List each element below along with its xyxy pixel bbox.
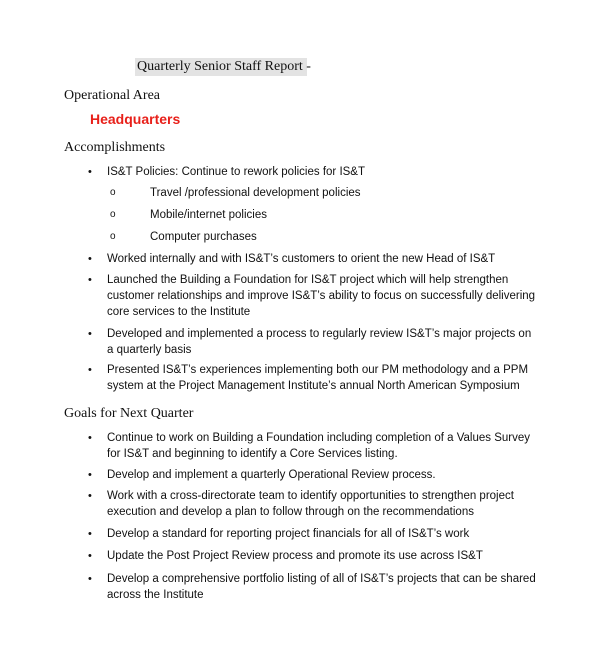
- sub-bullet-icon: o: [110, 231, 116, 242]
- accomplishment-item: Launched the Building a Foundation for IS&T project which will help strengthen customer relationships and improve IS&T’s ability to focus on successfully delivering core services to the Institute: [107, 274, 536, 318]
- goal-item: Update the Post Project Review process and promote its use across IS&T: [107, 550, 483, 562]
- bullet-icon: •: [88, 274, 92, 286]
- accomplishment-item: IS&T Policies: Continue to rework policies for IS&T: [107, 166, 366, 178]
- goal-item: Develop and implement a quarterly Operational Review process.: [107, 469, 436, 481]
- bullet-icon: •: [88, 432, 92, 444]
- accomplishment-item: Worked internally and with IS&T’s customers to orient the new Head of IS&T: [107, 253, 496, 265]
- bullet-icon: •: [88, 469, 92, 481]
- report-title: Quarterly Senior Staff Report -: [137, 59, 311, 74]
- bullet-icon: •: [88, 253, 92, 265]
- goal-item: Work with a cross-directorate team to identify opportunities to strengthen project execution and develop a plan to follow through on the recommendations: [107, 490, 514, 518]
- bullet-icon: •: [88, 490, 92, 502]
- operational-area-value: Headquarters: [90, 111, 181, 127]
- operational-area-heading: Operational Area: [64, 88, 161, 103]
- goal-item: Develop a comprehensive portfolio listing of all of IS&T’s projects that can be shared across the Institute: [107, 573, 536, 601]
- bullet-icon: •: [88, 550, 92, 562]
- goals-heading: Goals for Next Quarter: [64, 406, 194, 421]
- sub-bullet-icon: o: [110, 209, 116, 220]
- bullet-icon: •: [88, 364, 92, 376]
- accomplishment-item: Developed and implemented a process to regularly review IS&T’s major projects on a quarterly basis: [107, 328, 532, 356]
- accomplishment-item: Presented IS&T’s experiences implementing both our PM methodology and a PPM system at the Project Management Institute’s annual North American Symposium: [107, 364, 529, 392]
- accomplishment-subitem: Mobile/internet policies: [150, 209, 267, 221]
- bullet-icon: •: [88, 573, 92, 585]
- bullet-icon: •: [88, 328, 92, 340]
- accomplishment-subitem: Computer purchases: [150, 231, 257, 243]
- accomplishment-subitem: Travel /professional development policies: [150, 187, 361, 199]
- accomplishments-heading: Accomplishments: [64, 140, 166, 155]
- bullet-icon: •: [88, 166, 92, 178]
- bullet-icon: •: [88, 528, 92, 540]
- goal-item: Continue to work on Building a Foundation including completion of a Values Survey for IS&T and beginning to identify a Core Services listing.: [107, 432, 530, 460]
- goal-item: Develop a standard for reporting project financials for all of IS&T’s work: [107, 528, 470, 540]
- sub-bullet-icon: o: [110, 187, 116, 198]
